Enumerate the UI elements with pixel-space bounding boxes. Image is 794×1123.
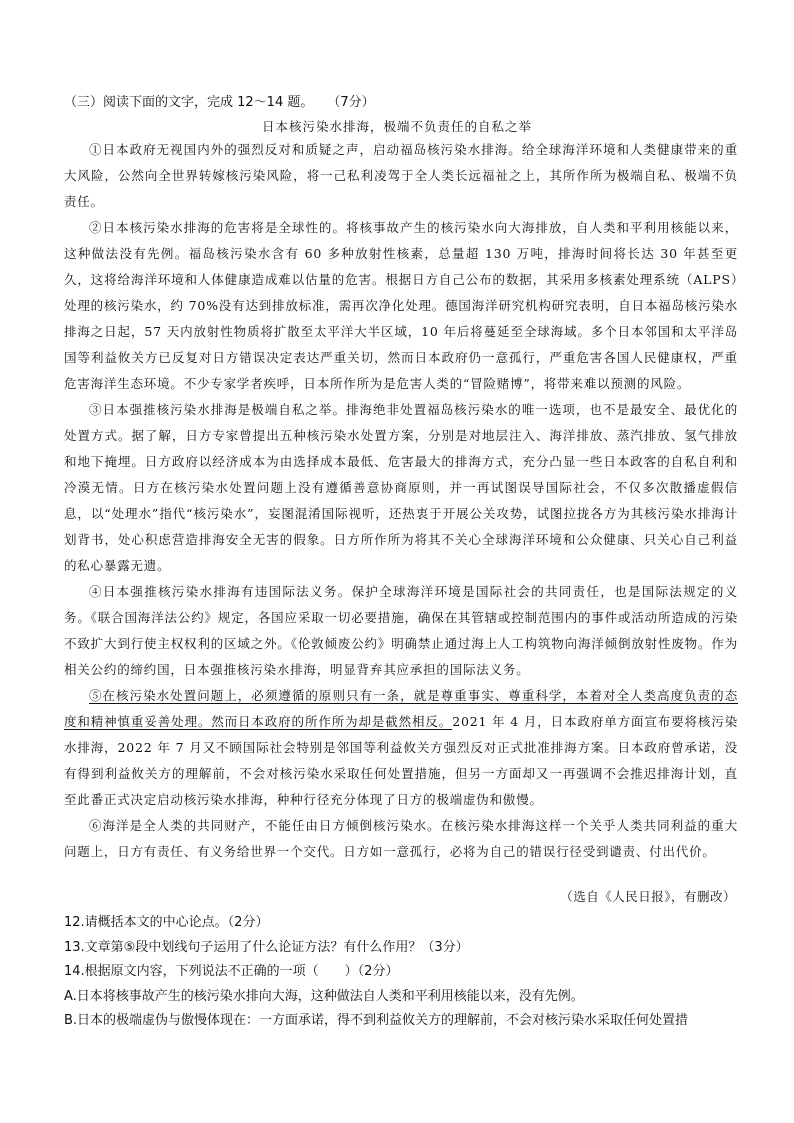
option-a: A.日本将核事故产生的核污染水排向大海，这种做法自人类和平利用核能以来，没有先例。 bbox=[64, 988, 584, 1004]
questions bbox=[64, 911, 754, 1034]
paragraph-1: ①日本政府无视国内外的强烈反对和质疑之声，启动福岛核污染水排海。给全球海洋环境和人类健康带来的重大风险，公然向全世界转嫁核污染风险，将一己私利凌驾于全人类长远福祉之上，其所作所为极端自私、极端不负责任。 bbox=[64, 142, 738, 209]
question-14: 14.根据原文内容，下列说法不正确的一项（ ）（2分） bbox=[64, 964, 399, 979]
paragraph-4: ④日本强推核污染水排海有违国际法义务。保护全球海洋环境是国际社会的共同责任，也是国际法规定的义务。《联合国海洋法公约》规定，各国应采取一切必要措施，确保在其管辖或控制范围内的事件或活动所造成的污染不致扩大到行使主权权利的区域之外。《伦敦倾废公约》明确禁止通过海上人工构筑物向海洋倾倒放射性废物。作为相关公约的缔约国，日本强推核污染水排海，明显背弃其应承担的国际法义务。 bbox=[64, 584, 738, 677]
paragraph-2: ②日本核污染水排海的危害将是全球性的。将核事故产生的核污染水向大海排放，自人类和平利用核能以来，这种做法没有先例。福岛核污染水含有 60 多种放射性核素，总量超 130 万吨，排海时间将长达 30 年甚至更久，这将给海洋环境和人体健康造成难以估量的危害。根据日方自己公布的数据，其采用多核素处理系统（ALPS）处理的核污染水，约 70%没有达到排放标准，需再次净化处理。德国海洋研究机构研究表明，自日本福岛核污染水排海之日起，57 天内放射性物质将扩散至太平洋大半区域，10 年后将蔓延至全球海域。多个日本邻国和太平洋岛国等利益攸关方已反复对日方错误决定表达严重关切，然而日本政府仍一意孤行，严重危害各国人民健康权，严重危害海洋生态环境。不少专家学者疾呼，日本所作所为是危害人类的“冒险赌博”，将带来难以预测的风险。 bbox=[64, 220, 738, 391]
section-heading-text: （三）阅读下面的文字，完成 12～14 题。 bbox=[64, 95, 314, 110]
section-score: （7分） bbox=[327, 95, 375, 110]
article-source: （选自《人民日报》，有删改） bbox=[560, 889, 736, 904]
question-13: 13.文章第⑤段中划线句子运用了什么论证方法？有什么作用？（3分） bbox=[64, 939, 469, 955]
option-b: B.日本的极端虚伪与傲慢体现在：一方面承诺，得不到利益攸关方的理解前，不会对核污染水采取任何处置措 bbox=[64, 1013, 689, 1028]
paragraph-3: ③日本强推核污染水排海是极端自私之举。排海绝非处置福岛核污染水的唯一选项，也不是最安全、最优化的处置方式。据了解，日方专家曾提出五种核污染水处置方案，分别是对地层注入、海洋排放、蒸汽排放、氢气排放和地下掩埋。日方政府以经济成本为由选择成本最低、危害最大的排海方式，充分凸显一些日本政客的自私自利和冷漠无情。日方在核污染水处置问题上没有遵循善意协商原则，并一再试图误导国际社会，不仅多次散播虚假信息，以“处理水”指代“核污染水”，妄图混淆国际视听，还热衷于开展公关攻势，试图拉拢各方为其核污染水排海计划背书，处心积虑营造排海安全无害的假象。日方所作所为将其不关心全球海洋环境和公众健康、只关心自己利益的私心暴露无遗。 bbox=[64, 402, 738, 573]
question-12: 12.请概括本文的中心论点。（2分） bbox=[64, 915, 269, 930]
paragraph-5 bbox=[64, 683, 738, 813]
paragraph-5-rest: 2021 年 4 月，日本政府单方面宣布要将核污染水排海，2022 年 7 月又不顾国际社会特别是邻国等利益攸关方强烈反对正式批准排海方案。日本政府曾承诺，没有得到利益攸关方的理解前，不会对核污染水采取任何处置措施，但另一方面却又一再强调不会推迟排海计划，直至此番正式决定启动核污染水排海，种种行径充分体现了日方的极端虚伪和傲慢。 bbox=[64, 714, 738, 807]
underlined-sentence: ⑤在核污染水处置问题上，必须遵循的原则只有一条，就是尊重事实、尊重科学，本着对全人类高度负责的态度和精神慎重妥善处理。然而日本政府的所作所为却是截然相反。 bbox=[64, 688, 738, 729]
section-heading bbox=[64, 91, 375, 110]
paragraph-6: ⑥海洋是全人类的共同财产，不能任由日方倾倒核污染水。在核污染水排海这样一个关乎人类共同利益的重大问题上，日方有责任、有义务给世界一个交代。日方如一意孤行，必将为自己的错误行径受到谴责、付出代价。 bbox=[64, 818, 738, 859]
article-body bbox=[64, 137, 738, 865]
article-title: 日本核污染水排海，极端不负责任的自私之举 bbox=[261, 119, 532, 134]
